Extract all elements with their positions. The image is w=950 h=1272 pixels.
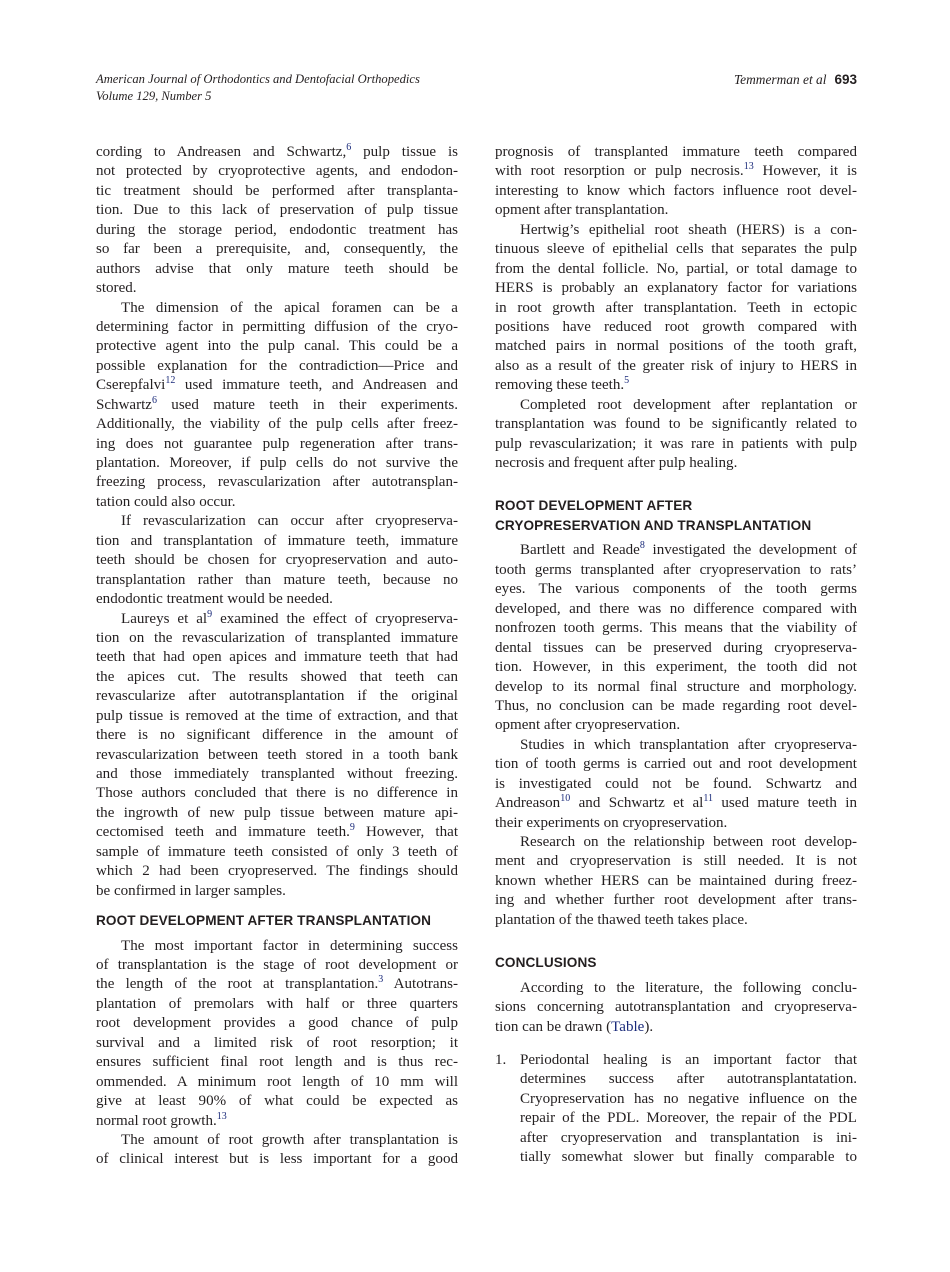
paragraph [495, 541, 857, 735]
paragraph [96, 143, 458, 299]
text-line: be confirmed in larger samples. [96, 882, 286, 899]
text-line: teeth that had open apices and immature teeth that had [96, 649, 458, 666]
text-line: after cryopreservation and transplantation is ini- [520, 1129, 857, 1146]
text-line: revascularize after autotransplantation if the original [96, 688, 458, 705]
text-line: opment after transplantation. [495, 202, 669, 219]
section-heading: ROOT DEVELOPMENT AFTER TRANSPLANTATION [96, 913, 432, 929]
text-line: which 2 had been cryopreserved. The findings should [96, 863, 458, 880]
text-line: of transplantation is the stage of root development or [96, 957, 458, 973]
text-line: normal root growth.$^{13}$ [96, 1110, 227, 1129]
text-line: in root growth after transplantation. Teeth in ectopic [495, 299, 857, 316]
text-line: teeth should be chosen for cryopreservation and auto- [96, 552, 458, 569]
text-line: cectomised teeth and immature teeth.$^9$ However, that [96, 822, 458, 841]
reference-link[interactable]: 6 [152, 394, 157, 406]
text-line: Cryopreservation has no negative influence on the [520, 1090, 857, 1107]
text-line: If revascularization can occur after cryopreserva- [121, 513, 458, 530]
text-line: Andreason$^{10}$ and Schwartz et al$^{11}$ used mature teeth in [495, 793, 857, 812]
text-line: positions have reduced root growth compared with [495, 318, 857, 335]
text-line: HERS is probably an explanatory factor for variations [495, 280, 857, 297]
section-heading: ROOT DEVELOPMENT AFTER [495, 498, 693, 514]
text-line: plantation of premolars with half or three quarters [96, 995, 458, 1012]
text-line: Bartlett and Reade$^8$ investigated the development of [520, 540, 857, 559]
text-line: The most important factor in determining success [121, 937, 458, 954]
text-line: revascularization between teeth stored in a tooth bank [96, 746, 458, 763]
paragraph [96, 1131, 458, 1170]
paragraph [96, 299, 458, 513]
text-line: so far been a prerequisite, and, consequently, the [96, 241, 458, 258]
text-line: there is no significant difference in the amount of [96, 727, 458, 744]
reference-link[interactable]: 9 [207, 608, 213, 620]
paragraph [495, 736, 857, 833]
text-line: The dimension of the apical foramen can be a [121, 299, 458, 316]
text-line: According to the literature, the following conclu- [520, 979, 857, 996]
text-line: also as a result of the greater risk of injury to HERS in [495, 357, 857, 374]
text-line: Those authors concluded that there is no difference in [96, 785, 458, 802]
text-line: transplantation rather than mature teeth, because no [96, 571, 458, 588]
text-line: develop to its normal final structure and morphology. [495, 678, 857, 695]
journal-volume: Volume 129, Number 5 [96, 89, 212, 103]
text-line: freezing process, revascularization after autotransplan- [96, 474, 458, 491]
text-line: ensures sufficient final root length and is thus rec- [96, 1054, 458, 1071]
text-line: interesting to know which factors influence root devel- [495, 182, 857, 199]
text-line: Thus, no conclusion can be made regarding root devel- [495, 697, 857, 714]
text-line: stored. [96, 280, 137, 297]
text-line: nonfrozen tooth germs. This means that the viability of [495, 620, 857, 637]
text-line: the length of the root at transplantation.$^3$ Autotrans- [96, 974, 458, 993]
list-number: 1. [495, 1052, 507, 1068]
text-line: ment and cryopreservation is still needed. It is not [495, 853, 857, 870]
paragraph [495, 143, 857, 221]
text-line: cording to Andreasen and Schwartz,$^6$ pulp tissue is [96, 142, 458, 160]
text-line: of clinical interest but is less important for a good [96, 1151, 458, 1168]
text-line: during the storage period, endodontic treatment has [96, 221, 458, 238]
text-line: tion of tooth germs is carried out and root development [495, 756, 857, 773]
text-line: possible explanation for the contradiction—Price and [96, 357, 458, 374]
table-link[interactable]: Table [611, 1018, 645, 1035]
text-line: Laureys et al$^9$ examined the effect of cryopreserva- [121, 608, 459, 627]
paragraph [495, 396, 857, 474]
text-line: Research on the relationship between root develop- [520, 834, 857, 850]
reference-link[interactable]: 13 [216, 1110, 227, 1122]
reference-link[interactable]: 6 [346, 142, 352, 153]
text-line: endodontic treatment would be needed. [96, 591, 333, 608]
reference-link[interactable]: 5 [624, 375, 630, 387]
paragraph [96, 937, 458, 1131]
reference-link[interactable]: 9 [349, 822, 355, 834]
text-line: determines success after autotransplantatation. [520, 1071, 857, 1088]
text-line: prognosis of transplanted immature teeth compared [495, 144, 857, 160]
text-line: and those immediately transplanted without freezing. [96, 766, 458, 782]
paragraph [96, 610, 458, 902]
text-line: tion and transplantation of immature teeth, immature [96, 532, 458, 549]
text-line: ing does not guarantee pulp regeneration after trans- [96, 435, 458, 452]
text-line: tation could also occur. [96, 493, 236, 510]
text-line: plantation of the thawed teeth takes place. [495, 911, 748, 928]
text-line: sample of immature teeth consisted of only 3 teeth of [96, 843, 458, 860]
text-line: from the dental follicle. No, partial, or total damage to [495, 260, 857, 277]
paragraph [96, 512, 458, 609]
left-column [96, 143, 458, 1170]
text-line: tion on the revascularization of transplanted immature [96, 629, 458, 646]
text-line: root development provides a good chance of pulp [96, 1015, 458, 1032]
reference-link[interactable]: 10 [560, 793, 571, 805]
running-header-right [734, 71, 857, 88]
reference-link[interactable]: 13 [743, 161, 754, 173]
text-line: repair of the PDL. Moreover, the repair of the PDL [520, 1110, 857, 1127]
text-line: known whether HERS can be maintained during freez- [495, 872, 857, 889]
text-line: tic treatment should be performed after transplanta- [96, 182, 458, 199]
text-line: give at least 90% of what could be expected as [96, 1093, 458, 1110]
text-line: protective agent into the pulp canal. This could be a [96, 338, 458, 355]
text-line: plantation. Moreover, if pulp cells do not survive the [96, 455, 458, 471]
text-line: tooth germs transplanted after cryopreservation to rats’ [495, 561, 857, 578]
text-line: ing and whether further root development after trans- [495, 892, 857, 909]
page-number: 693 [834, 72, 857, 87]
text-line: pulp tissue is removed at the time of extraction, and that [96, 707, 458, 724]
text-line: sions concerning autotransplantation and cryopreserva- [495, 999, 857, 1016]
text-line: dental tissues can be preserved during cryopreserva- [495, 639, 857, 656]
text-line: opment after cryopreservation. [495, 717, 681, 734]
reference-link[interactable]: 8 [639, 540, 645, 552]
text-line: authors advise that only mature teeth should be [96, 260, 458, 277]
text-line: Periodontal healing is an important factor that [520, 1052, 857, 1068]
reference-link[interactable]: 11 [703, 793, 713, 805]
text-line: tion can be drawn (Table). [495, 1018, 654, 1035]
text-line: necrosis and frequent after pulp healing. [495, 455, 738, 471]
text-line: Completed root development after replantation or [520, 396, 857, 413]
paragraph [495, 221, 857, 396]
text-line: removing these teeth.$^5$ [495, 375, 630, 394]
running-author: Temmerman et al [733, 72, 827, 87]
text-line: Schwartz$^6$ used mature teeth in their experiments. [96, 394, 458, 413]
conclusion-list-item [495, 1051, 857, 1168]
text-line: tion. However, in this experiment, the tooth did not [495, 659, 857, 676]
reference-link[interactable]: 3 [378, 974, 384, 986]
text-line: is investigated could not be found. Schwartz and [495, 775, 857, 792]
reference-link[interactable]: 12 [165, 375, 176, 387]
text-line: Additionally, the viability of the pulp cells after freez- [96, 416, 458, 433]
text-line: matched pairs in normal positions of the tooth graft, [495, 338, 857, 355]
text-line: the apices cut. The results showed that teeth can [96, 668, 458, 685]
text-line: tion. Due to this lack of preservation of pulp tissue [96, 202, 458, 219]
text-line: determining factor in permitting diffusion of the cryo- [96, 318, 458, 335]
text-line: developed, and there was no difference compared with [495, 600, 857, 617]
text-line: The amount of root growth after transplantation is [121, 1131, 458, 1148]
text-line: tinuous sleeve of epithelial cells that separates the pulp [495, 241, 857, 258]
text-line: Studies in which transplantation after cryopreserva- [520, 736, 857, 753]
text-line: Hertwig’s epithelial root sheath (HERS) is a con- [520, 221, 857, 238]
text-line: pulp revascularization; it was rare in patients with pulp [495, 435, 857, 452]
text-line: tially somewhat slower but finally comparable to [520, 1149, 857, 1166]
right-column [495, 143, 857, 1168]
section-heading: CONCLUSIONS [495, 955, 597, 971]
text-line: with root resorption or pulp necrosis.$^{13}$ However, it is [495, 161, 857, 180]
text-line: the ingrowth of new pulp tissue between mature api- [96, 804, 458, 821]
text-line: eyes. The various components of the tooth germs [495, 581, 857, 598]
text-line: Cserepfalvi$^{12}$ used immature teeth, and Andreasen and [96, 375, 458, 394]
journal-title: American Journal of Orthodontics and Dentofacial Orthopedics [96, 72, 420, 86]
text-line: not protected by cryoprotective agents, and endodon- [96, 163, 458, 180]
text-line: survival and a limited risk of root resorption; it [96, 1034, 458, 1051]
paragraph [495, 833, 857, 930]
paragraph [495, 979, 857, 1037]
text-line: ommended. A minimum root length of 10 mm will [96, 1073, 458, 1090]
running-header-left [96, 71, 420, 105]
text-line: transplantation was found to be significantly related to [495, 416, 857, 433]
text-line: their experiments on cryopreservation. [495, 814, 728, 831]
section-heading: CRYOPRESERVATION AND TRANSPLANTATION [495, 517, 812, 533]
